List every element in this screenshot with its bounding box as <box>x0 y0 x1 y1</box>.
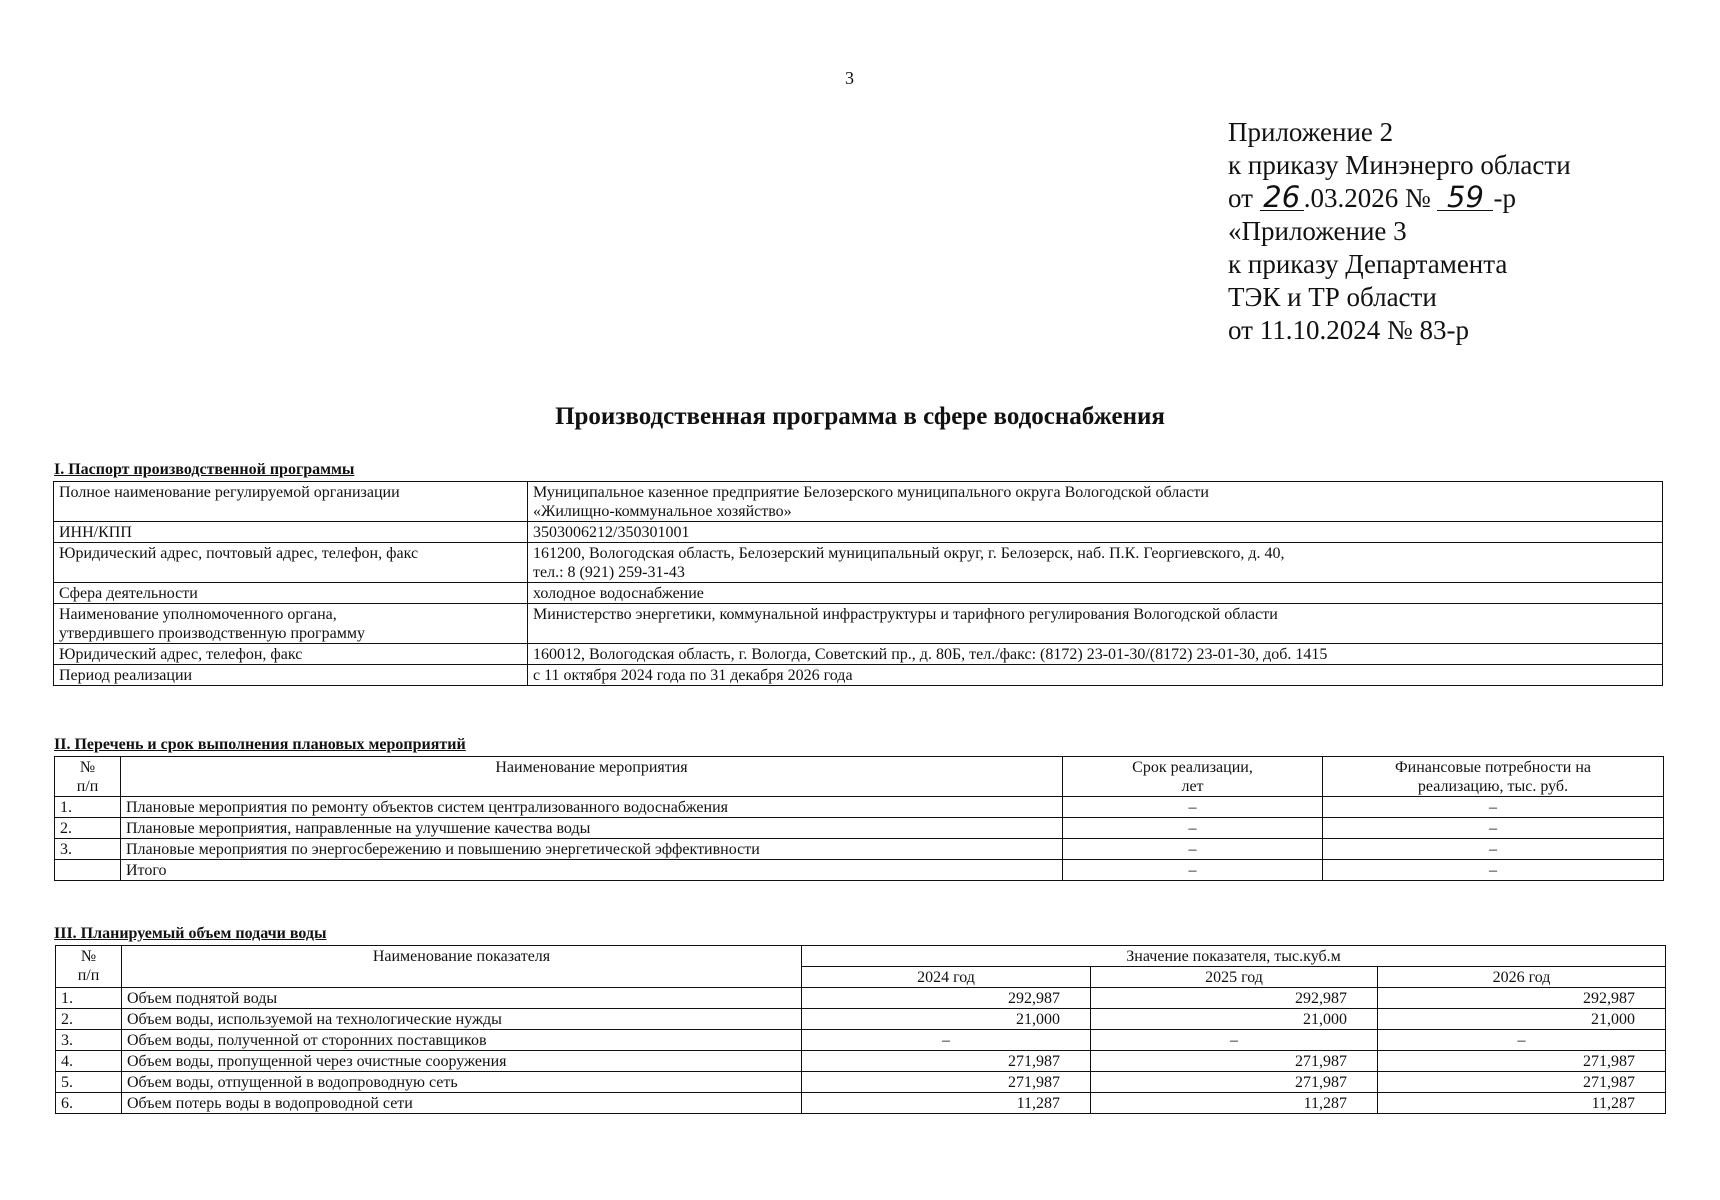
handwritten-number: 59 <box>1437 184 1493 211</box>
header-term: Срок реализации, лет <box>1063 757 1323 797</box>
passport-label: Юридический адрес, почтовый адрес, телефон, факс <box>54 543 528 583</box>
date-rest: .03.2026 № <box>1303 183 1431 213</box>
value-2025: 21,000 <box>1091 1009 1378 1030</box>
table-row <box>56 1030 1666 1051</box>
table-row <box>54 604 1663 644</box>
table-row <box>55 839 1664 860</box>
passport-value: Министерство энергетики, коммунальной инфраструктуры и тарифного регулирования Вологодской области <box>528 604 1663 644</box>
row-num: 5. <box>56 1072 122 1093</box>
passport-label: ИНН/КПП <box>54 522 528 543</box>
passport-label: Сфера деятельности <box>54 583 528 604</box>
table-row <box>56 1093 1666 1114</box>
passport-value: Муниципальное казенное предприятие Белозерского муниципального округа Вологодской области «Жилищно-коммунальное хозяйство» <box>528 482 1663 522</box>
row-term: – <box>1063 860 1323 881</box>
row-term: – <box>1063 839 1323 860</box>
header-value-group: Значение показателя, тыс.куб.м <box>802 946 1666 967</box>
value-2024: 11,287 <box>802 1093 1091 1114</box>
handwritten-day: 26 <box>1260 184 1304 211</box>
row-name: Плановые мероприятия по энергосбережению и повышению энергетической эффективности <box>121 839 1063 860</box>
row-num: 1. <box>55 797 121 818</box>
table-row <box>56 1072 1666 1093</box>
section1-heading: I. Паспорт производственной программы <box>54 461 355 478</box>
passport-label: Юридический адрес, телефон, факс <box>54 644 528 665</box>
table-row <box>55 818 1664 839</box>
table-row <box>54 583 1663 604</box>
value-2025: 11,287 <box>1091 1093 1378 1114</box>
date-prefix: от <box>1228 183 1253 213</box>
row-num: 3. <box>56 1030 122 1051</box>
row-name: Объем поднятой воды <box>122 988 802 1009</box>
page-number: 3 <box>845 68 854 88</box>
row-name: Плановые мероприятия по ремонту объектов систем централизованного водоснабжения <box>121 797 1063 818</box>
row-name: Объем потерь воды в водопроводной сети <box>122 1093 802 1114</box>
appendix-line-4: «Приложение 3 <box>1228 216 1407 246</box>
passport-value: холодное водоснабжение <box>528 583 1663 604</box>
row-name: Объем воды, отпущенной в водопроводную сеть <box>122 1072 802 1093</box>
value-2025: 292,987 <box>1091 988 1378 1009</box>
appendix-line-1: Приложение 2 <box>1228 117 1394 147</box>
row-fin: – <box>1323 797 1664 818</box>
table-row <box>54 522 1663 543</box>
row-name: Объем воды, используемой на технологические нужды <box>122 1009 802 1030</box>
row-term: – <box>1063 797 1323 818</box>
value-2026: 21,000 <box>1378 1009 1666 1030</box>
header-name: Наименование мероприятия <box>121 757 1063 797</box>
table-row <box>54 482 1663 522</box>
table-row <box>54 543 1663 583</box>
row-name: Итого <box>121 860 1063 881</box>
header-2024: 2024 год <box>802 967 1091 988</box>
value-2026: 11,287 <box>1378 1093 1666 1114</box>
header-name: Наименование показателя <box>122 946 802 988</box>
row-num: 4. <box>56 1051 122 1072</box>
document-title: Производственная программа в сфере водоснабжения <box>555 403 1165 430</box>
row-num: 3. <box>55 839 121 860</box>
value-2024: 292,987 <box>802 988 1091 1009</box>
passport-label: Период реализации <box>54 665 528 686</box>
passport-value: с 11 октября 2024 года по 31 декабря 2026 года <box>528 665 1663 686</box>
table-header-row <box>56 946 1666 967</box>
value-2026: – <box>1378 1030 1666 1051</box>
value-2024: 21,000 <box>802 1009 1091 1030</box>
row-fin: – <box>1323 839 1664 860</box>
header-2026: 2026 год <box>1378 967 1666 988</box>
value-2024: – <box>802 1030 1091 1051</box>
row-num <box>55 860 121 881</box>
value-2024: 271,987 <box>802 1051 1091 1072</box>
row-fin: – <box>1323 818 1664 839</box>
value-2026: 292,987 <box>1378 988 1666 1009</box>
appendix-line-6: ТЭК и ТР области <box>1228 282 1437 312</box>
row-name: Плановые мероприятия, направленные на улучшение качества воды <box>121 818 1063 839</box>
value-2025: 271,987 <box>1091 1051 1378 1072</box>
row-term: – <box>1063 818 1323 839</box>
appendix-block <box>1228 116 1571 347</box>
header-num: № п/п <box>56 946 122 988</box>
passport-label: Наименование уполномоченного органа, утвердившего производственную программу <box>54 604 528 644</box>
appendix-line-2: к приказу Минэнерго области <box>1228 150 1571 180</box>
row-num: 1. <box>56 988 122 1009</box>
section2-heading: II. Перечень и срок выполнения плановых мероприятий <box>54 736 466 753</box>
table-header-row <box>55 757 1664 797</box>
measures-table <box>54 756 1664 881</box>
passport-value: 160012, Вологодская область, г. Вологда, Советский пр., д. 80Б, тел./факс: (8172) 23-01-30/(8172) 23-01-30, доб. 1415 <box>528 644 1663 665</box>
value-2025: – <box>1091 1030 1378 1051</box>
number-suffix: -р <box>1493 183 1516 213</box>
row-fin: – <box>1323 860 1664 881</box>
header-fin: Финансовые потребности на реализацию, тыс. руб. <box>1323 757 1664 797</box>
table-row <box>55 797 1664 818</box>
header-2025: 2025 год <box>1091 967 1378 988</box>
row-num: 2. <box>56 1009 122 1030</box>
appendix-line-5: к приказу Департамента <box>1228 249 1508 279</box>
row-num: 6. <box>56 1093 122 1114</box>
table-row <box>55 860 1664 881</box>
appendix-line-7: от 11.10.2024 № 83-р <box>1228 315 1469 345</box>
table-row <box>56 1009 1666 1030</box>
value-2025: 271,987 <box>1091 1072 1378 1093</box>
section3-heading: III. Планируемый объем подачи воды <box>54 925 327 942</box>
table-row <box>54 665 1663 686</box>
header-num: № п/п <box>55 757 121 797</box>
passport-table <box>53 481 1663 686</box>
passport-value: 3503006212/350301001 <box>528 522 1663 543</box>
appendix-date-line <box>1228 182 1571 215</box>
value-2026: 271,987 <box>1378 1072 1666 1093</box>
value-2026: 271,987 <box>1378 1051 1666 1072</box>
table-row <box>56 988 1666 1009</box>
passport-value: 161200, Вологодская область, Белозерский муниципальный округ, г. Белозерск, наб. П.К. Георгиевского, д. 40, тел.: 8 (921) 259-31-43 <box>528 543 1663 583</box>
water-volume-table <box>55 945 1666 1114</box>
row-name: Объем воды, пропущенной через очистные сооружения <box>122 1051 802 1072</box>
row-name: Объем воды, полученной от сторонних поставщиков <box>122 1030 802 1051</box>
value-2024: 271,987 <box>802 1072 1091 1093</box>
passport-label: Полное наименование регулируемой организации <box>54 482 528 522</box>
row-num: 2. <box>55 818 121 839</box>
table-row <box>56 1051 1666 1072</box>
table-row <box>54 644 1663 665</box>
